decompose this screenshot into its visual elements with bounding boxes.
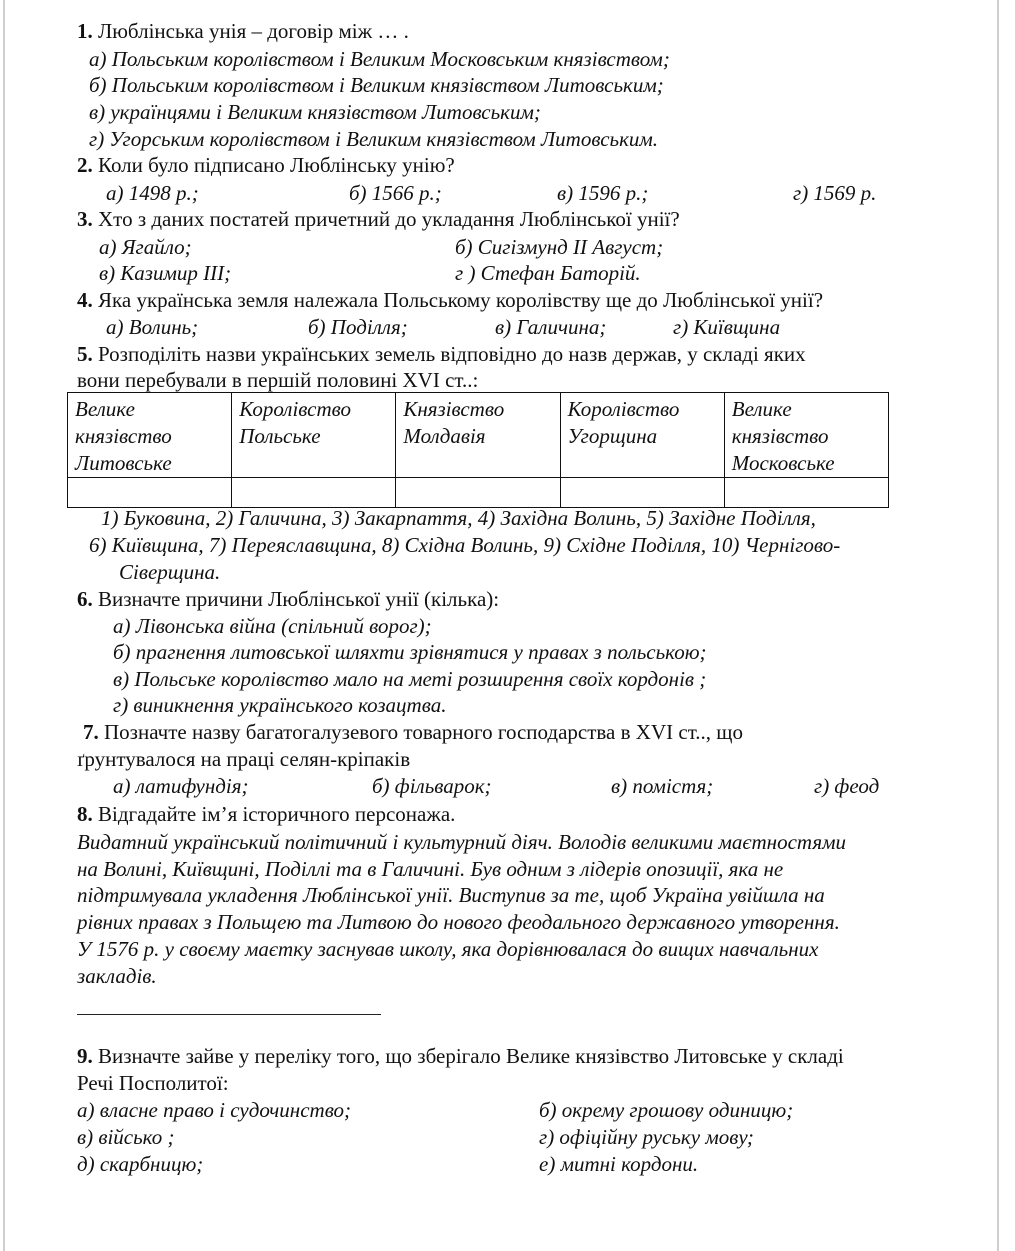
q2-option-a: а) 1498 р.; (106, 181, 199, 205)
question-4 (77, 287, 823, 313)
q6-option-a: а) Лівонська війна (спільний ворог); (113, 614, 432, 638)
question-text: Коли було підписано Люблінську унію? (98, 153, 455, 177)
q7-option-a: а) латифундія; (113, 774, 249, 798)
answer-cell (724, 478, 888, 508)
q9-option-b: б) окрему грошову одиницю; (539, 1098, 794, 1122)
q2-option-d: г) 1569 р. (793, 181, 877, 205)
q8-description-line: У 1576 р. у своєму маєтку заснував школу, яка дорівнювалася до вищих навчальних (77, 937, 819, 961)
q3-option-b: б) Сигізмунд ІІ Август; (455, 235, 664, 259)
q1-option-b: б) Польським королівством і Великим князівством Литовським; (89, 73, 664, 97)
q9-option-e: д) скарбницю; (77, 1152, 204, 1176)
column-header-moldavia: Князівство Молдавія (396, 393, 560, 478)
question-9-line-2: Речі Посполитої: (77, 1071, 229, 1095)
q5-lands-line-1: 1) Буковина, 2) Галичина, 3) Закарпаття, 4) Західна Волинь, 5) Західне Поділля, (101, 506, 816, 530)
q8-description-line: закладів. (77, 964, 157, 988)
q1-option-d: г) Угорським королівством і Великим князівством Литовським. (89, 127, 659, 151)
question-text: Позначте назву багатогалузевого товарного господарства в XVI ст.., що (104, 720, 743, 744)
q6-option-d: г) виникнення українського козацтва. (113, 693, 447, 717)
q4-option-c: в) Галичина; (495, 315, 607, 339)
question-text: Визначте зайве у переліку того, що зберігало Велике князівство Литовське у складі (98, 1044, 844, 1068)
q4-option-b: б) Поділля; (308, 315, 408, 339)
question-text: Люблінська унія – договір між … . (98, 19, 409, 43)
q8-description-line: рівних правах з Польщею та Литвою до нового феодального державного утворення. (77, 910, 840, 934)
q4-option-a: а) Волинь; (106, 315, 199, 339)
q7-option-b: б) фільварок; (372, 774, 492, 798)
q5-lands-line-3: Сіверщина. (119, 560, 221, 584)
q8-description-line: підтримувала укладення Люблінської унії. Виступив за те, щоб Україна увійшла на (77, 883, 825, 907)
q9-option-f: е) митні кордони. (539, 1152, 699, 1176)
answer-row (68, 478, 889, 508)
page-edge-left (3, 0, 5, 1251)
q8-description-line: на Волині, Київщині, Поділлі та в Галичині. Був одним з лідерів опозиції, яка не (77, 857, 784, 881)
q4-option-d: г) Київщина (673, 315, 781, 339)
question-1 (77, 18, 409, 44)
question-text: Визначте причини Люблінської унії (кілька): (98, 587, 500, 611)
answer-cell (232, 478, 396, 508)
question-6 (77, 586, 499, 612)
question-3 (77, 206, 680, 232)
q2-option-c: в) 1596 р.; (557, 181, 649, 205)
question-number: 2. (77, 153, 93, 177)
q9-option-d: г) офіційну руську мову; (539, 1125, 754, 1149)
question-number: 1. (77, 19, 93, 43)
column-header-lithuania: Велике князівство Литовське (68, 393, 232, 478)
answer-cell (68, 478, 232, 508)
q7-option-d: г) феод (814, 774, 880, 798)
question-number: 5. (77, 342, 93, 366)
q1-option-a: а) Польським королівством і Великим Московським князівством; (89, 47, 670, 71)
column-header-poland: Королівство Польське (232, 393, 396, 478)
states-table (67, 392, 889, 508)
question-number: 6. (77, 587, 93, 611)
question-7-line-2: ґрунтувалося на праці селян-кріпаків (77, 747, 411, 771)
q9-option-a: а) власне право і судочинство; (77, 1098, 352, 1122)
q3-option-a: а) Ягайло; (99, 235, 192, 259)
question-5-line-2: вони перебували в першій половині XVI ст..: (77, 368, 479, 392)
question-text: Хто з даних постатей причетний до укладання Люблінської унії? (98, 207, 680, 231)
question-number: 3. (77, 207, 93, 231)
q3-option-d: г ) Стефан Баторій. (455, 261, 641, 285)
question-number: 7. (83, 720, 99, 744)
q9-option-c: в) військо ; (77, 1125, 175, 1149)
answer-line (77, 1014, 381, 1015)
q5-lands-line-2: 6) Київщина, 7) Переяславщина, 8) Східна Волинь, 9) Східне Поділля, 10) Чернігово- (89, 533, 841, 557)
table-header-row (68, 393, 889, 478)
answer-cell (560, 478, 724, 508)
page-edge-right (997, 0, 999, 1251)
question-7 (83, 719, 743, 745)
q2-option-b: б) 1566 р.; (349, 181, 442, 205)
question-9 (77, 1043, 844, 1069)
q3-option-c: в) Казимир ІІІ; (99, 261, 232, 285)
question-text: Відгадайте ім’я історичного персонажа. (98, 802, 456, 826)
question-8 (77, 801, 455, 827)
answer-cell (396, 478, 560, 508)
question-2 (77, 152, 455, 178)
q7-option-c: в) помістя; (611, 774, 714, 798)
column-header-hungary: Королівство Угорщина (560, 393, 724, 478)
q8-description-line: Видатний український політичний і культурний діяч. Володів великими маєтностями (77, 830, 847, 854)
question-text: Яка українська земля належала Польському королівству ще до Люблінської унії? (98, 288, 824, 312)
question-text: Розподіліть назви українських земель відповідно до назв держав, у складі яких (98, 342, 806, 366)
question-5 (77, 341, 806, 367)
question-number: 9. (77, 1044, 93, 1068)
q1-option-c: в) українцями і Великим князівством Литовським; (89, 100, 541, 124)
question-number: 4. (77, 288, 93, 312)
column-header-moscow: Велике князівство Московське (724, 393, 888, 478)
question-number: 8. (77, 802, 93, 826)
q6-option-b: б) прагнення литовської шляхти зрівнятися у правах з польською; (113, 640, 707, 664)
q6-option-c: в) Польське королівство мало на меті розширення своїх кордонів ; (113, 667, 707, 691)
